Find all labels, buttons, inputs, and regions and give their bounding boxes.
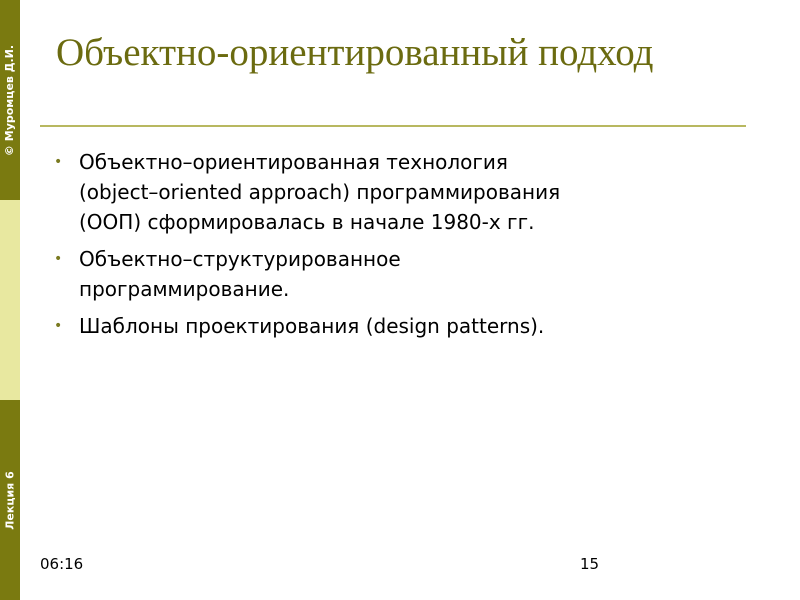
bullet-icon: • bbox=[54, 154, 63, 170]
lecture-label: Лекция 6 bbox=[3, 470, 17, 530]
bullet-icon: • bbox=[54, 318, 63, 334]
title-divider bbox=[40, 125, 746, 127]
author-label-container bbox=[0, 30, 20, 170]
bullet-item bbox=[54, 147, 754, 237]
bullet-line: Объектно–ориентированная технология bbox=[79, 150, 508, 174]
bullet-item bbox=[54, 311, 754, 341]
sidebar-middle-band bbox=[0, 200, 20, 400]
bullet-list bbox=[54, 147, 754, 348]
bullet-item bbox=[54, 244, 754, 304]
footer-time: 06:16 bbox=[40, 555, 84, 573]
bullet-line: (ООП) сформировалась в начале 1980-х гг. bbox=[79, 210, 535, 234]
author-label: © Муромцев Д.И. bbox=[3, 44, 17, 156]
bullet-line: (object–oriented approach) программирования bbox=[79, 180, 561, 204]
bullet-icon: • bbox=[54, 251, 63, 267]
slide-title: Объектно-ориентированный подход bbox=[56, 31, 654, 74]
sidebar bbox=[0, 0, 20, 600]
bullet-line: программирование. bbox=[79, 277, 290, 301]
bullet-line: Объектно–структурированное bbox=[79, 247, 401, 271]
lecture-label-container bbox=[0, 455, 20, 545]
bullet-line: Шаблоны проектирования (design patterns). bbox=[79, 314, 545, 338]
page-number: 15 bbox=[580, 555, 600, 573]
